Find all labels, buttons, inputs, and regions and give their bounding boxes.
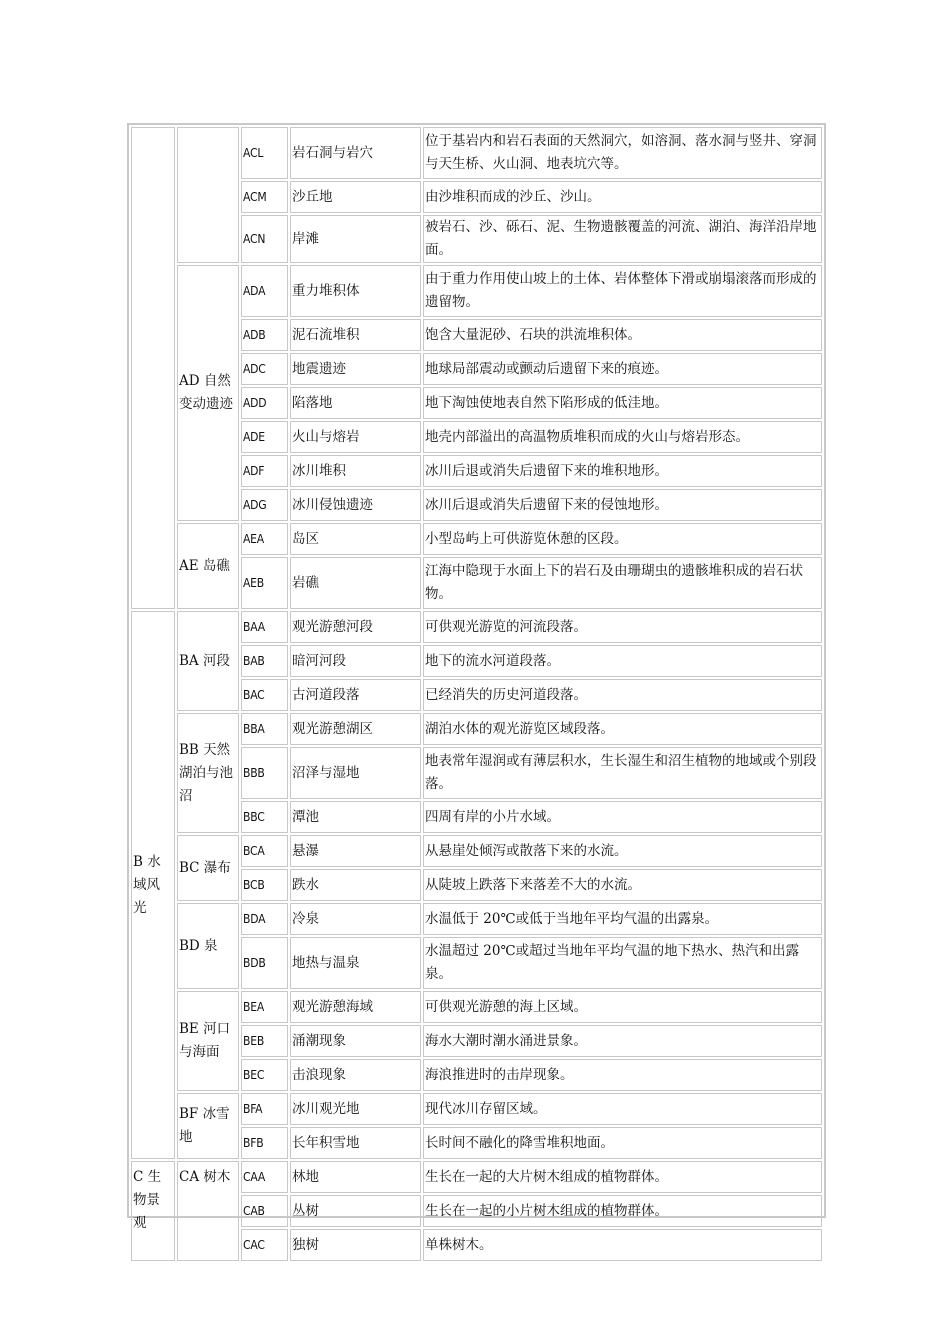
type-description-cell: 被岩石、沙、砾石、泥、生物遗骸覆盖的河流、湖泊、海洋沿岸地面。 (423, 215, 822, 263)
type-code-cell: ACL (241, 127, 288, 179)
type-code-cell: BCB (241, 869, 288, 901)
type-name-cell: 观光游憩海域 (290, 991, 421, 1023)
type-name-cell: 重力堆积体 (290, 265, 421, 317)
table-row (131, 265, 822, 317)
sub-category-cell: BF 冰雪地 (177, 1093, 239, 1159)
type-code-cell: BAA (241, 611, 288, 643)
type-name-cell: 沙丘地 (290, 181, 421, 213)
sub-category-cell: BA 河段 (177, 611, 239, 711)
type-code-cell: BEC (241, 1059, 288, 1091)
type-name-cell: 独树 (290, 1229, 421, 1261)
type-description-cell: 从陡坡上跌落下来落差不大的水流。 (423, 869, 822, 901)
type-description-cell: 地下淘蚀使地表自然下陷形成的低洼地。 (423, 387, 822, 419)
type-code-cell: CAB (241, 1195, 288, 1227)
type-code-cell: ADD (241, 387, 288, 419)
type-name-cell: 岩礁 (290, 557, 421, 609)
type-code-cell: ADC (241, 353, 288, 385)
type-name-cell: 跌水 (290, 869, 421, 901)
type-name-cell: 击浪现象 (290, 1059, 421, 1091)
type-description-cell: 地壳内部溢出的高温物质堆积而成的火山与熔岩形态。 (423, 421, 822, 453)
type-name-cell: 岛区 (290, 523, 421, 555)
type-name-cell: 丛树 (290, 1195, 421, 1227)
sub-category-cell: BD 泉 (177, 903, 239, 989)
main-category-cell: B 水域风光 (131, 611, 175, 1159)
sub-category-cell: AE 岛礁 (177, 523, 239, 609)
type-description-cell: 由沙堆积而成的沙丘、沙山。 (423, 181, 822, 213)
type-description-cell: 从悬崖处倾泻或散落下来的水流。 (423, 835, 822, 867)
type-code-cell: ADE (241, 421, 288, 453)
type-name-cell: 潭池 (290, 801, 421, 833)
type-name-cell: 古河道段落 (290, 679, 421, 711)
type-name-cell: 暗河河段 (290, 645, 421, 677)
type-description-cell: 江海中隐现于水面上下的岩石及由珊瑚虫的遗骸堆积成的岩石状物。 (423, 557, 822, 609)
type-description-cell: 海浪推进时的击岸现象。 (423, 1059, 822, 1091)
type-description-cell: 可供观光游憩的海上区域。 (423, 991, 822, 1023)
type-code-cell: BCA (241, 835, 288, 867)
type-code-cell: ACN (241, 215, 288, 263)
type-description-cell: 四周有岸的小片水域。 (423, 801, 822, 833)
type-code-cell: ADB (241, 319, 288, 351)
type-name-cell: 地震遗迹 (290, 353, 421, 385)
sub-category-cell (177, 127, 239, 263)
type-code-cell: AEA (241, 523, 288, 555)
type-name-cell: 观光游憩河段 (290, 611, 421, 643)
type-name-cell: 冰川观光地 (290, 1093, 421, 1125)
main-category-cell (131, 127, 175, 609)
type-description-cell: 生长在一起的大片树木组成的植物群体。 (423, 1161, 822, 1193)
table-row (131, 611, 822, 643)
type-description-cell: 水温超过 20℃或超过当地年平均气温的地下热水、热汽和出露泉。 (423, 937, 822, 989)
type-name-cell: 观光游憩湖区 (290, 713, 421, 745)
type-name-cell: 陷落地 (290, 387, 421, 419)
type-name-cell: 悬瀑 (290, 835, 421, 867)
type-name-cell: 地热与温泉 (290, 937, 421, 989)
type-description-cell: 海水大潮时潮水涌进景象。 (423, 1025, 822, 1057)
type-code-cell: ADA (241, 265, 288, 317)
type-code-cell: BEB (241, 1025, 288, 1057)
type-description-cell: 单株树木。 (423, 1229, 822, 1261)
type-description-cell: 长时间不融化的降雪堆积地面。 (423, 1127, 822, 1159)
type-name-cell: 冰川堆积 (290, 455, 421, 487)
type-description-cell: 水温低于 20℃或低于当地年平均气温的出露泉。 (423, 903, 822, 935)
type-description-cell: 生长在一起的小片树木组成的植物群体。 (423, 1195, 822, 1227)
type-code-cell: BDB (241, 937, 288, 989)
sub-category-cell: BB 天然湖泊与池沼 (177, 713, 239, 833)
table-row (131, 991, 822, 1023)
type-code-cell: CAA (241, 1161, 288, 1193)
type-description-cell: 冰川后退或消失后遗留下来的堆积地形。 (423, 455, 822, 487)
type-description-cell: 由于重力作用使山坡上的土体、岩体整体下滑或崩塌滚落而形成的遗留物。 (423, 265, 822, 317)
type-code-cell: BFA (241, 1093, 288, 1125)
type-code-cell: BAC (241, 679, 288, 711)
type-name-cell: 冰川侵蚀遗迹 (290, 489, 421, 521)
type-code-cell: BFB (241, 1127, 288, 1159)
type-code-cell: BBC (241, 801, 288, 833)
sub-category-cell: BE 河口与海面 (177, 991, 239, 1091)
type-name-cell: 沼泽与湿地 (290, 747, 421, 799)
sub-category-cell: BC 瀑布 (177, 835, 239, 901)
type-name-cell: 长年积雪地 (290, 1127, 421, 1159)
main-category-cell: C 生物景观 (131, 1161, 175, 1261)
table-row (131, 127, 822, 179)
table-row (131, 1161, 822, 1193)
resource-classification-table (127, 123, 826, 1253)
type-description-cell: 现代冰川存留区域。 (423, 1093, 822, 1125)
type-description-cell: 可供观光游览的河流段落。 (423, 611, 822, 643)
type-code-cell: BAB (241, 645, 288, 677)
type-name-cell: 岩石洞与岩穴 (290, 127, 421, 179)
type-description-cell: 地表常年湿润或有薄层积水，生长湿生和沼生植物的地域或个别段落。 (423, 747, 822, 799)
type-name-cell: 岸滩 (290, 215, 421, 263)
type-code-cell: BBB (241, 747, 288, 799)
type-description-cell: 饱含大量泥砂、石块的洪流堆积体。 (423, 319, 822, 351)
sub-category-cell: AD 自然变动遗迹 (177, 265, 239, 521)
type-code-cell: ADF (241, 455, 288, 487)
type-code-cell: AEB (241, 557, 288, 609)
table-row (131, 903, 822, 935)
sub-category-cell: CA 树木 (177, 1161, 239, 1261)
type-name-cell: 泥石流堆积 (290, 319, 421, 351)
type-name-cell: 林地 (290, 1161, 421, 1193)
type-code-cell: ADG (241, 489, 288, 521)
type-description-cell: 位于基岩内和岩石表面的天然洞穴，如溶洞、落水洞与竖井、穿洞与天生桥、火山洞、地表坑穴等。 (423, 127, 822, 179)
type-name-cell: 涌潮现象 (290, 1025, 421, 1057)
type-code-cell: BBA (241, 713, 288, 745)
table-row (131, 523, 822, 555)
type-description-cell: 地球局部震动或颤动后遗留下来的痕迹。 (423, 353, 822, 385)
type-code-cell: BEA (241, 991, 288, 1023)
table-row (131, 1093, 822, 1125)
type-description-cell: 冰川后退或消失后遗留下来的侵蚀地形。 (423, 489, 822, 521)
type-name-cell: 冷泉 (290, 903, 421, 935)
type-code-cell: ACM (241, 181, 288, 213)
type-code-cell: CAC (241, 1229, 288, 1261)
type-name-cell: 火山与熔岩 (290, 421, 421, 453)
type-description-cell: 地下的流水河道段落。 (423, 645, 822, 677)
table-row (131, 835, 822, 867)
type-code-cell: BDA (241, 903, 288, 935)
table-row (131, 713, 822, 745)
type-description-cell: 湖泊水体的观光游览区域段落。 (423, 713, 822, 745)
type-description-cell: 小型岛屿上可供游览休憩的区段。 (423, 523, 822, 555)
type-description-cell: 已经消失的历史河道段落。 (423, 679, 822, 711)
